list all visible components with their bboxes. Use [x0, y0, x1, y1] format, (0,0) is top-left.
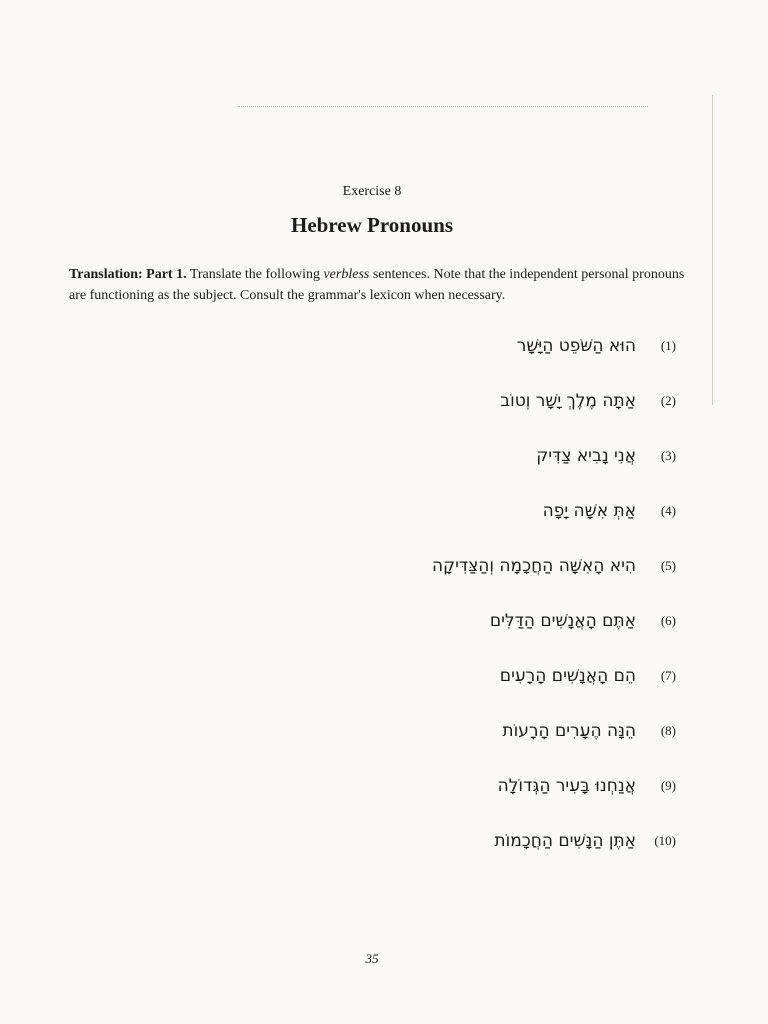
instructions-text-1: Translate the following: [186, 267, 324, 282]
hebrew-sentence: אַתֶּם הָאֲנָשִׁים הַדַּלִּים: [489, 611, 636, 631]
item-number: (2): [660, 393, 676, 408]
hebrew-sentence: אֲנִי נָבִיא צַדִּיק: [536, 446, 636, 466]
hebrew-sentence: אַתָּה מֶלֶךְ יָשָׁר וְטוֹב: [500, 391, 636, 411]
item-number: (1): [660, 338, 676, 353]
hebrew-sentence: הוּא הַשֹּׁפֵט הַיָּשָׁר: [516, 336, 636, 356]
instructions-emphasis: verbless: [323, 267, 370, 282]
item-number: (9): [660, 778, 676, 793]
item-number: (8): [660, 723, 676, 738]
item-number: (4): [660, 503, 676, 518]
item-number: (7): [660, 668, 676, 683]
page-edge-line: [712, 95, 713, 405]
exercise-item: [517, 334, 676, 358]
exercise-item: [543, 499, 676, 523]
hebrew-sentence: הֵנָּה הֶעָרִים הָרָעוֹת: [502, 721, 636, 741]
exercise-item: [498, 774, 676, 798]
exercise-item: [490, 609, 676, 633]
exercise-item: [502, 719, 676, 743]
page-title: Hebrew Pronouns: [291, 213, 453, 237]
instructions-lead: Translation: Part 1.: [69, 267, 187, 282]
hebrew-sentence: אֲנַחְנוּ בָּעִיר הַגְּדוֹלָה: [497, 776, 636, 796]
exercise-item: [494, 829, 676, 853]
instructions-paragraph: [69, 264, 689, 306]
exercise-item: [536, 444, 676, 468]
item-number: (3): [660, 448, 676, 463]
page-number: 35: [365, 951, 379, 966]
hebrew-sentence: הִיא הָאִשָּׁה הַחֲכָמָה וְהַצַּדִּיקָה: [431, 556, 636, 576]
item-number: (5): [660, 558, 676, 573]
item-number: (6): [660, 613, 676, 628]
hebrew-sentence: אַתְּ אִשָּׁה יָפָה: [542, 501, 636, 521]
exercise-label: Exercise 8: [342, 184, 402, 199]
exercise-item: [500, 664, 676, 688]
item-number: (10): [654, 833, 676, 848]
header-rule: [238, 106, 648, 107]
exercise-item: [500, 389, 676, 413]
instructions-text-2: sentences. Note that the independent personal pronouns are functioning as the subject. Consult the grammar's lexicon when necessary.: [69, 267, 685, 303]
hebrew-sentence: אַתֶּן הַנָּשִׁים הַחֲכָמוֹת: [494, 831, 636, 851]
exercise-item: [432, 554, 676, 578]
hebrew-sentence: הֵם הָאֲנָשִׁים הָרָעִים: [499, 666, 636, 686]
